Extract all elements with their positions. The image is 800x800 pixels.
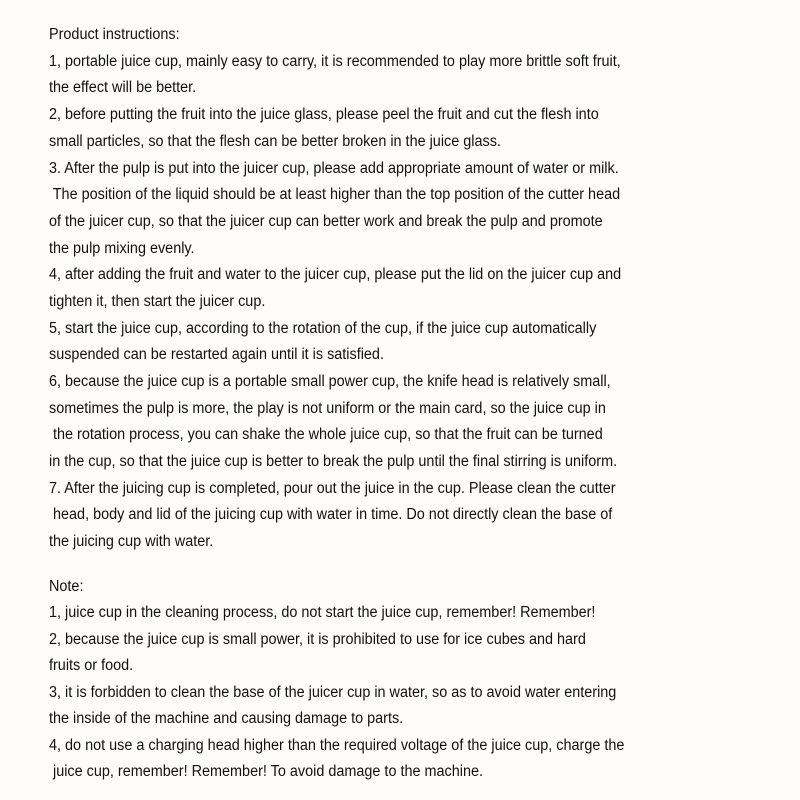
instruction-line: the juicing cup with water.	[49, 533, 214, 550]
note-line: 4, do not use a charging head higher than the required voltage of the juice cup, charge the	[49, 737, 625, 754]
instruction-line: suspended can be restarted again until it is satisfied.	[49, 346, 384, 363]
instruction-line: 4, after adding the fruit and water to the juicer cup, please put the lid on the juicer cup and	[49, 266, 622, 283]
note-line: 1, juice cup in the cleaning process, do not start the juice cup, remember! Remember!	[49, 604, 596, 621]
instruction-line: tighten it, then start the juicer cup.	[49, 293, 266, 310]
note-line: the inside of the machine and causing damage to parts.	[49, 710, 404, 727]
instruction-line: the pulp mixing evenly.	[49, 240, 195, 257]
instruction-line: 5, start the juice cup, according to the rotation of the cup, if the juice cup automatically	[49, 320, 597, 337]
instruction-line: 6, because the juice cup is a portable small power cup, the knife head is relatively small,	[49, 373, 611, 390]
instructions-heading: Product instructions:	[49, 26, 180, 43]
instruction-line: the effect will be better.	[49, 79, 197, 96]
instruction-line: 7. After the juicing cup is completed, pour out the juice in the cup. Please clean the cutter	[49, 480, 616, 497]
instruction-line: of the juicer cup, so that the juicer cup can better work and break the pulp and promote	[49, 213, 603, 230]
instruction-line: sometimes the pulp is more, the play is not uniform or the main card, so the juice cup in	[49, 400, 606, 417]
instruction-line: small particles, so that the flesh can be better broken in the juice glass.	[49, 133, 501, 150]
instruction-line: in the cup, so that the juice cup is better to break the pulp until the final stirring is uniform.	[49, 453, 618, 470]
note-line: fruits or food.	[49, 657, 134, 674]
note-line: 2, because the juice cup is small power, it is prohibited to use for ice cubes and hard	[49, 631, 586, 648]
instruction-line: the rotation process, you can shake the whole juice cup, so that the fruit can be turned	[49, 426, 603, 443]
instruction-line: The position of the liquid should be at least higher than the top position of the cutter head	[49, 186, 621, 203]
instruction-line: 3. After the pulp is put into the juicer cup, please add appropriate amount of water or milk.	[49, 160, 619, 177]
instruction-line: head, body and lid of the juicing cup with water in time. Do not directly clean the base of	[49, 506, 613, 523]
instruction-line: 1, portable juice cup, mainly easy to carry, it is recommended to play more brittle soft fruit,	[49, 53, 621, 70]
note-heading: Note:	[49, 578, 84, 595]
instruction-line: 2, before putting the fruit into the juice glass, please peel the fruit and cut the flesh into	[49, 106, 599, 123]
note-line: juice cup, remember! Remember! To avoid damage to the machine.	[49, 763, 484, 780]
note-line: 3, it is forbidden to clean the base of the juicer cup in water, so as to avoid water entering	[49, 684, 617, 701]
